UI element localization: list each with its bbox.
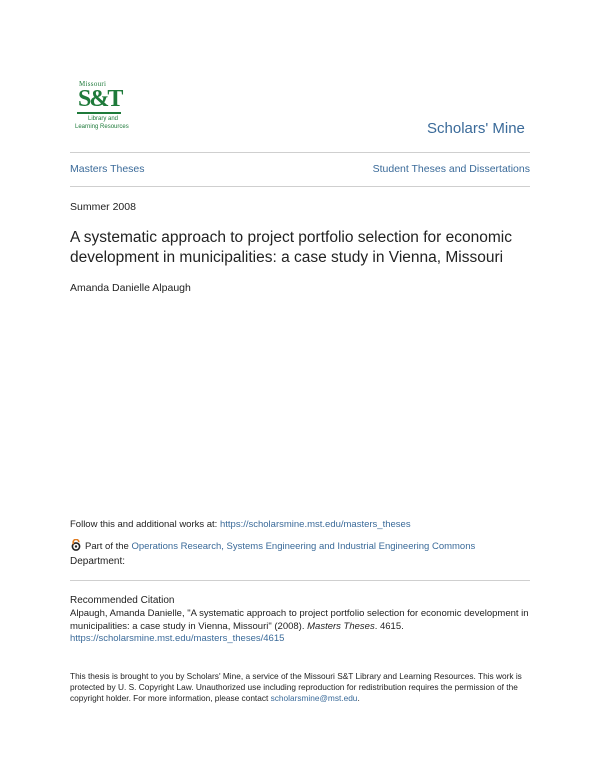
part-of-prefix: Part of the [85, 541, 132, 553]
logo-divider [77, 112, 121, 114]
citation-body [70, 608, 530, 646]
department-label: Department: [70, 556, 126, 567]
follow-prefix: Follow this and additional works at: [70, 519, 220, 530]
logo-top-text: Missouri [79, 80, 107, 88]
footer-end: . [357, 693, 360, 704]
author-name: Amanda Danielle Alpaugh [70, 282, 191, 294]
footer-text: This thesis is brought to you by Scholars' Mine, a service of the Missouri S&T Library and Learning Resources. This work is protected by U. S. Copyright Law. Unauthorized use including reproduction for redistribution requires the permission of the copyright holder. For more information, please contact [70, 671, 522, 704]
institution-logo [70, 80, 130, 135]
breadcrumb-masters-theses[interactable]: Masters Theses [70, 163, 145, 175]
citation-number: . 4615. [374, 620, 404, 632]
contact-email-link[interactable]: scholarsmine@mst.edu [270, 693, 358, 704]
logo-line-2: Learning Resources [75, 124, 129, 130]
commons-link[interactable]: Operations Research, Systems Engineering and Industrial Engineering Commons [131, 541, 476, 553]
breadcrumb-rule [70, 186, 530, 187]
citation-series: Masters Theses [307, 620, 375, 632]
open-access-icon [70, 539, 82, 554]
document-title: A systematic approach to project portfolio selection for economic development in municipalities: a case study in Vienna, Missouri [70, 229, 512, 266]
logo-monogram: S&T [78, 86, 122, 112]
follow-line [70, 519, 411, 530]
part-of-line [70, 539, 475, 554]
breadcrumb-student-theses[interactable]: Student Theses and Dissertations [372, 163, 530, 175]
logo-line-1: Library and [88, 116, 119, 122]
citation-link[interactable]: https://scholarsmine.mst.edu/masters_theses/4615 [70, 633, 285, 644]
follow-link[interactable]: https://scholarsmine.mst.edu/masters_theses [219, 519, 411, 530]
top-rule [70, 152, 530, 153]
citation-rule [70, 580, 530, 581]
publication-date: Summer 2008 [70, 201, 136, 213]
repository-name-link[interactable]: Scholars' Mine [427, 120, 525, 137]
citation-heading: Recommended Citation [70, 595, 175, 606]
citation-text: Alpaugh, Amanda Danielle, "A systematic approach to project portfolio selection for economic development in municipalities: a case study in Vienna, Missouri" (2008). [70, 608, 529, 632]
footer-notice [70, 671, 530, 705]
